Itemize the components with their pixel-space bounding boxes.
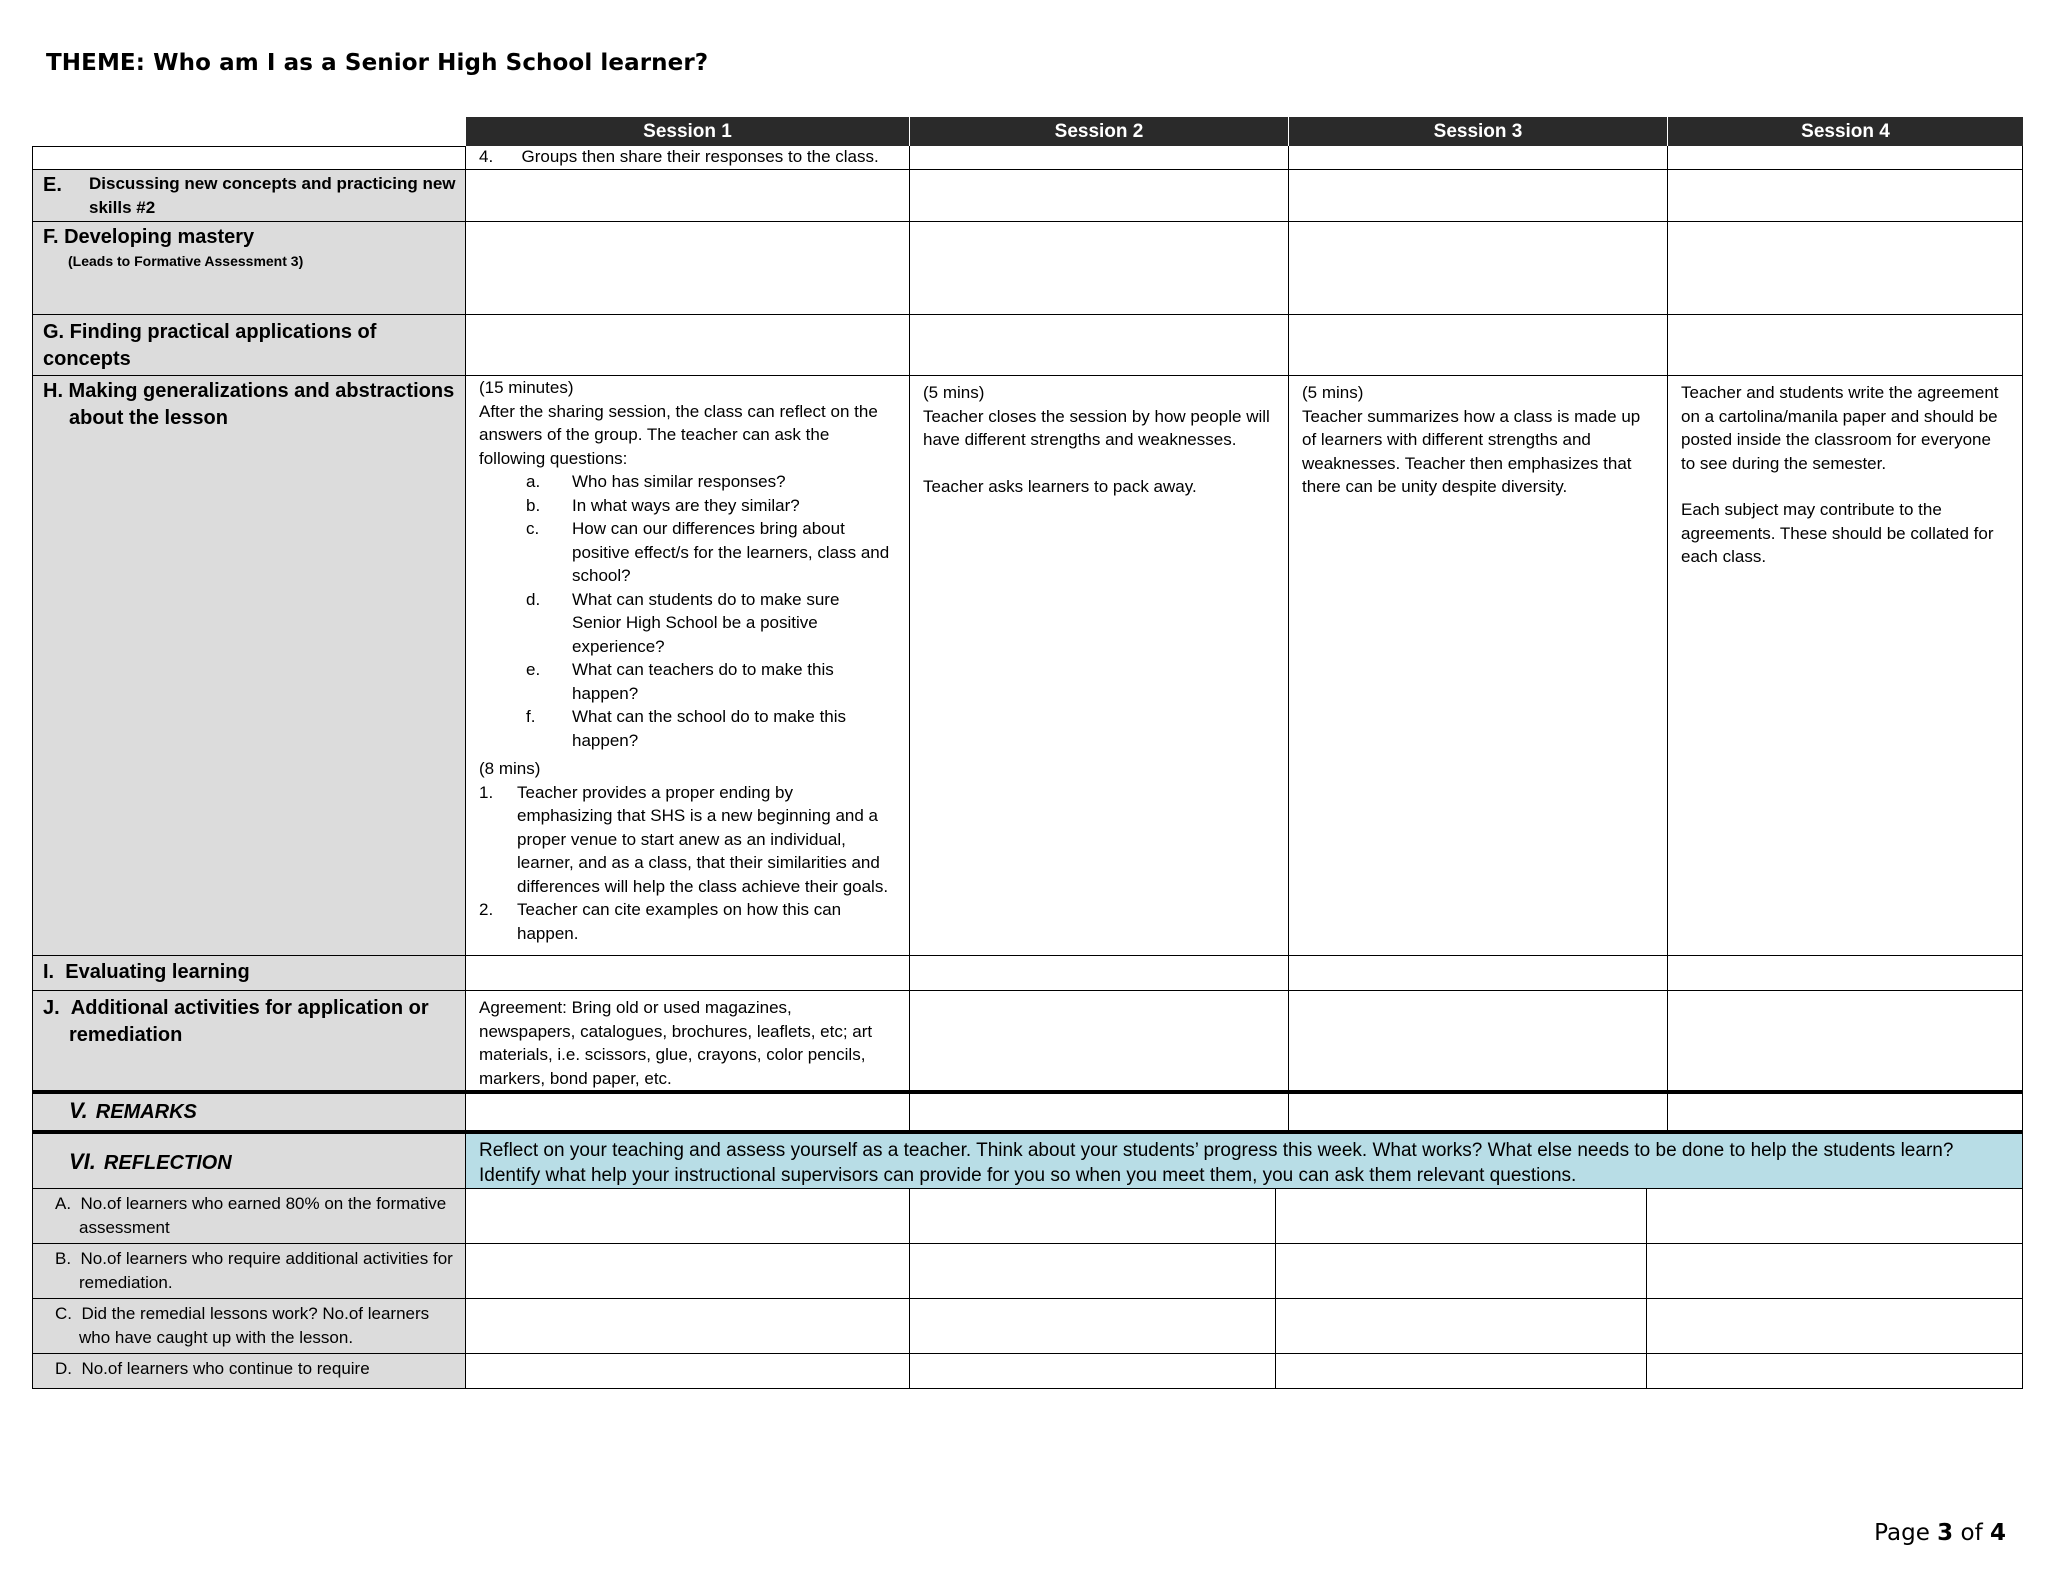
- row-label-remarks: V. REMARKS: [32, 1091, 466, 1131]
- question-item: f. What can the school do to make this happen?: [526, 707, 847, 750]
- cell: [1668, 956, 2023, 991]
- e-letter: E.: [43, 174, 62, 196]
- cell: [1668, 146, 2023, 170]
- session-1-header: Session 1: [466, 117, 910, 146]
- row-label-f: [32, 222, 466, 315]
- table-row-carryover: [32, 146, 2023, 170]
- table-row-f: [32, 222, 2023, 315]
- cell: [1289, 315, 1668, 376]
- cell: [466, 1354, 910, 1389]
- cell: [1276, 1189, 1647, 1244]
- table-row-g: [32, 315, 2023, 376]
- table-row-reflection-d: [32, 1354, 2023, 1389]
- cell: [1647, 1189, 2023, 1244]
- e-line1: Discussing new concepts and practicing new: [89, 174, 456, 193]
- cell: [910, 991, 1289, 1091]
- cell: [1668, 170, 2023, 222]
- h1-time-2: (8 mins): [479, 759, 541, 778]
- page-number: Page 3 of 4: [1874, 1520, 2006, 1546]
- h1-intro-1: After the sharing session, the class can reflect on the: [479, 401, 878, 421]
- cell: [1668, 1091, 2023, 1131]
- h-line1: H. Making generalizations and abstractions: [43, 380, 455, 402]
- reflection-label-a: A. No.of learners who earned 80% on the formative assessment: [32, 1189, 466, 1244]
- cell: [1668, 991, 2023, 1091]
- row-label-e: [32, 170, 466, 222]
- table-row-j: [32, 991, 2023, 1091]
- cell: [910, 1091, 1289, 1131]
- row-label-g: [32, 315, 466, 376]
- reflection-label-c: C. Did the remedial lessons work? No.of learners who have caught up with the lesson.: [32, 1299, 466, 1354]
- cell: [1668, 222, 2023, 315]
- label-cell-empty: [32, 146, 466, 170]
- cell: [466, 222, 910, 315]
- cell: [910, 222, 1289, 315]
- cell: [910, 1299, 1276, 1354]
- cell: [1647, 1354, 2023, 1389]
- cell: [1289, 146, 1668, 170]
- f-label: F. Developing mastery: [43, 226, 255, 248]
- cell: [1276, 1299, 1647, 1354]
- h-session-1: [466, 376, 910, 956]
- cell: [910, 1189, 1276, 1244]
- table-row-reflection: [32, 1131, 2023, 1189]
- cell: [466, 1091, 910, 1131]
- cell: [1276, 1244, 1647, 1299]
- question-item: a. Who has similar responses?: [526, 472, 786, 491]
- session-3-header: Session 3: [1289, 117, 1668, 146]
- cell: [466, 170, 910, 222]
- cell: [910, 315, 1289, 376]
- session-4-header: Session 4: [1801, 121, 1890, 142]
- cell: [466, 315, 910, 376]
- cell: [466, 1299, 910, 1354]
- session-header: [466, 117, 2023, 146]
- j-session-1: Agreement: Bring old or used magazines, newspapers, catalogues, brochures, leaflets, etc; art materials, i.e. scissors, glue, crayons, color pencils, markers, bond paper, etc.: [466, 991, 910, 1091]
- cell: [1647, 1244, 2023, 1299]
- question-item: b. In what ways are they similar?: [526, 495, 800, 515]
- cell: [910, 1354, 1276, 1389]
- e-line2: skills #2: [89, 198, 156, 217]
- cell: [910, 1244, 1276, 1299]
- table-row-remarks: [32, 1091, 2023, 1131]
- cell: [466, 1189, 910, 1244]
- carryover-text: 4. Groups then share their responses to the class.: [466, 146, 910, 170]
- h1-time: (15 minutes): [479, 378, 574, 397]
- h-line2: about the lesson: [69, 407, 228, 429]
- row-label-j: J. Additional activities for application or remediation: [32, 991, 466, 1091]
- reflection-label-b: B. No.of learners who require additional activities for remediation.: [32, 1244, 466, 1299]
- h-session-4: Teacher and students write the agreement on a cartolina/manila paper and should be posted inside the classroom for everyone to see during the semester. Each subject may contribute to the agreements. These should be collated for each class.: [1668, 376, 2023, 956]
- table-row-i: [32, 956, 2023, 991]
- f-sublabel: (Leads to Formative Assessment 3): [68, 253, 304, 269]
- cell: [1289, 170, 1668, 222]
- table-row-reflection-b: [32, 1244, 2023, 1299]
- cell: [910, 146, 1289, 170]
- reflection-instructions: Reflect on your teaching and assess yourself as a teacher. Think about your students’ progress this week. What works? What else needs to be done to help the students learn? Identify what help your instructional supervisors can provide for you so when you meet them, you can ask them relevant questions.: [466, 1131, 2023, 1189]
- question-item: c. How can our differences bring about positive effect/s for the learners, class and school?: [526, 519, 890, 585]
- cell: [1289, 222, 1668, 315]
- cell: [466, 956, 910, 991]
- cell: [910, 170, 1289, 222]
- reflection-label-d: D. No.of learners who continue to require: [32, 1354, 466, 1389]
- table-row-reflection-a: [32, 1189, 2023, 1244]
- step-item: 1. Teacher provides a proper ending by emphasizing that SHS is a new beginning and a proper venue to start anew as an individual, learner, and as a class, that their similarities and differences will help the class achieve their goals.: [479, 782, 889, 896]
- cell: [1647, 1299, 2023, 1354]
- question-item: d. What can students do to make sure Senior High School be a positive experience?: [526, 589, 840, 656]
- cell: [1289, 991, 1668, 1091]
- cell: [1289, 1091, 1668, 1131]
- g-line1: G. Finding practical applications of concepts: [43, 321, 377, 370]
- row-label-i: I. Evaluating learning: [32, 956, 466, 991]
- cell: [466, 1244, 910, 1299]
- h1-intro-2: answers of the group. The teacher can ask the: [479, 425, 830, 444]
- row-label-h: [32, 376, 466, 956]
- table-row-h: [32, 376, 2023, 956]
- question-item: e. What can teachers do to make this happen?: [526, 660, 834, 703]
- cell: [1276, 1354, 1647, 1389]
- row-label-reflection: VI. REFLECTION: [32, 1131, 466, 1189]
- step-item: 2. Teacher can cite examples on how this can happen.: [479, 900, 842, 943]
- h-session-3: (5 mins) Teacher summarizes how a class is made up of learners with different strengths and weaknesses. Teacher then emphasizes that there can be unity despite diversity.: [1289, 376, 1668, 956]
- table-row-reflection-c: [32, 1299, 2023, 1354]
- session-2-header: Session 2: [910, 117, 1289, 146]
- cell: [1668, 315, 2023, 376]
- page-title: THEME: Who am I as a Senior High School learner?: [46, 50, 709, 76]
- cell: [910, 956, 1289, 991]
- h-session-2: (5 mins) Teacher closes the session by how people will have different strengths and weaknesses. Teacher asks learners to pack away.: [910, 376, 1289, 956]
- table-row-e: [32, 170, 2023, 222]
- h1-intro-3: following questions:: [479, 448, 628, 468]
- cell: [1289, 956, 1668, 991]
